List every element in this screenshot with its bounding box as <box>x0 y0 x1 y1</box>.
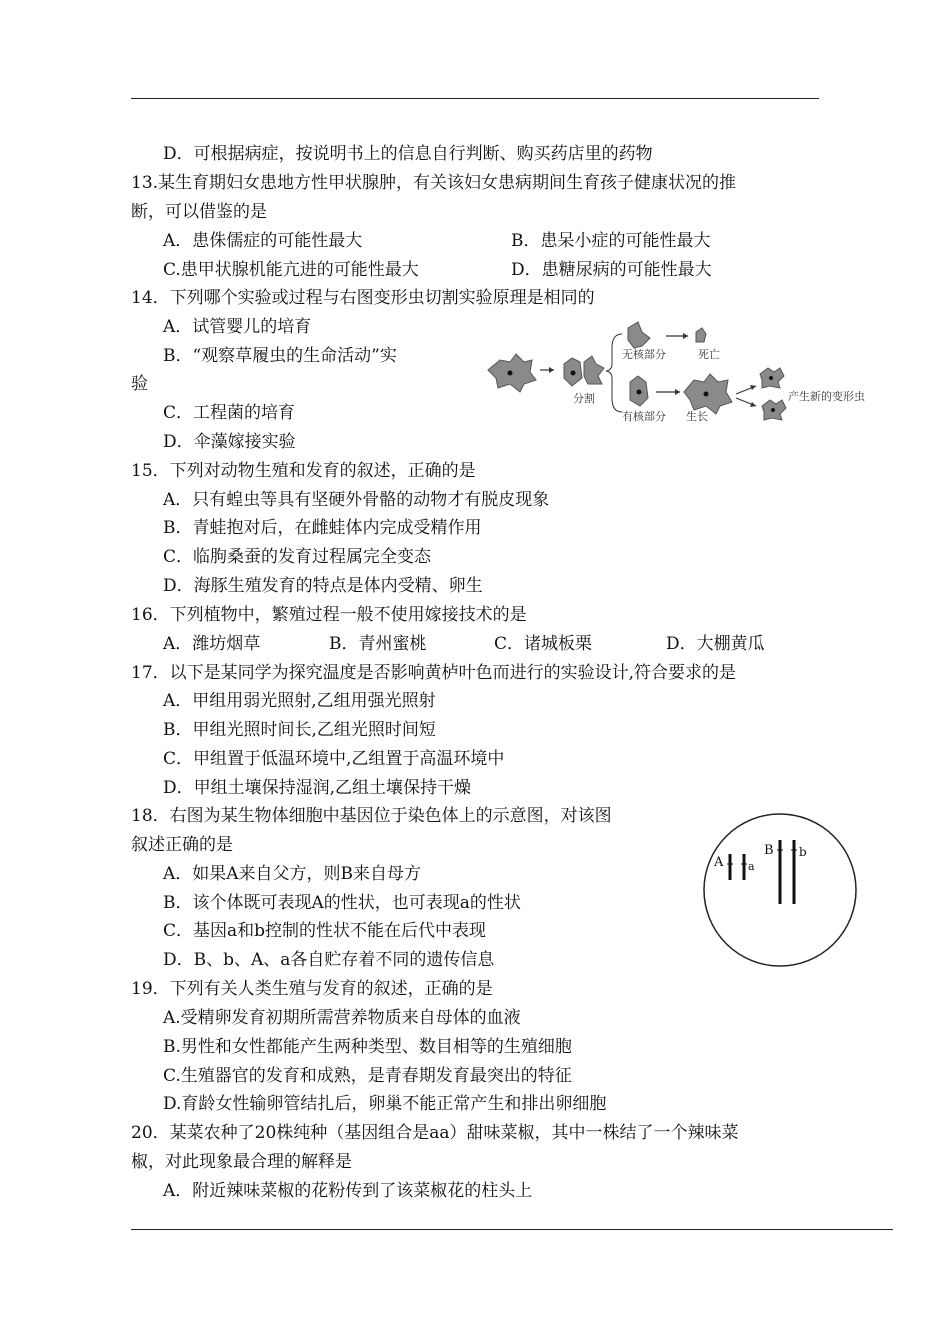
q14-option-a: A．试管婴儿的培育 <box>163 317 312 337</box>
amoeba-cut-right <box>584 356 604 384</box>
chromosome-cell-diagram <box>700 810 860 970</box>
q13-stem-line2: 断，可以借鉴的是 <box>131 202 267 222</box>
q18-option-d: D．B、b、A、a各自贮存着不同的遗传信息 <box>163 950 495 970</box>
q20-stem-line2: 椒，对此现象最合理的解释是 <box>131 1152 352 1172</box>
q18-stem-line2: 叙述正确的是 <box>131 835 233 855</box>
q13-stem-line1: 13.某生育期妇女患地方性甲状腺肿，有关该妇女患病期间生育孩子健康状况的推 <box>131 173 737 193</box>
q16-option-b: B．青州蜜桃 <box>329 634 427 654</box>
q18-stem-line1: 18．右图为某生物体细胞中基因位于染色体上的示意图，对该图 <box>131 806 612 826</box>
q19-option-a: A.受精卵发育初期所需营养物质来自母体的血液 <box>163 1008 521 1028</box>
q13-option-a: A．患侏儒症的可能性最大 <box>163 231 363 251</box>
q15-option-c: C．临朐桑蚕的发育过程属完全变态 <box>163 547 432 567</box>
q20-stem-line1: 20．某菜农种了20株纯种（基因组合是aa）甜味菜椒，其中一株结了一个辣味菜 <box>131 1123 739 1143</box>
label-cut: 分割 <box>573 392 595 405</box>
label-grow: 生长 <box>686 410 708 423</box>
q17-option-b: B．甲组光照时间长,乙组光照时间短 <box>163 720 436 740</box>
q15-option-d: D．海豚生殖发育的特点是体内受精、卵生 <box>163 576 483 596</box>
label-death: 死亡 <box>698 348 720 361</box>
q13-option-d: D．患糖尿病的可能性最大 <box>511 260 712 280</box>
q14-stem: 14．下列哪个实验或过程与右图变形虫切割实验原理是相同的 <box>131 288 595 308</box>
footer-rule <box>131 1229 893 1230</box>
q14-option-d: D．伞藻嫁接实验 <box>163 432 296 452</box>
q16-option-a: A．潍坊烟草 <box>163 634 261 654</box>
q13-option-b: B．患呆小症的可能性最大 <box>511 231 711 251</box>
q18-option-c: C．基因a和b控制的性状不能在后代中表现 <box>163 921 487 941</box>
q12-option-d: D．可根据病症，按说明书上的信息自行判断、购买药店里的药物 <box>163 144 653 164</box>
label-with-nucleus: 有核部分 <box>622 410 666 423</box>
label-no-nucleus: 无核部分 <box>622 348 666 361</box>
amoeba-no-nucleus-part <box>628 322 650 348</box>
q19-option-c: C.生殖器官的发育和成熟，是青春期发育最突出的特征 <box>163 1066 572 1086</box>
gene-b-label: b <box>799 845 807 859</box>
q17-option-a: A．甲组用弱光照射,乙组用强光照射 <box>163 691 436 711</box>
q15-stem: 15．下列对动物生殖和发育的叙述，正确的是 <box>131 461 476 481</box>
gene-A-label: A <box>714 855 724 870</box>
q16-option-c: C．诸城板栗 <box>494 634 593 654</box>
q14-option-b-line1: B．“观察草履虫的生命活动”实 <box>163 346 397 366</box>
q17-stem: 17．以下是某同学为探究温度是否影响黄栌叶色而进行的实验设计,符合要求的是 <box>131 663 737 683</box>
q15-option-b: B．青蛙抱对后，在雌蛙体内完成受精作用 <box>163 518 482 538</box>
q14-option-c: C．工程菌的培育 <box>163 403 296 423</box>
header-rule <box>131 98 819 99</box>
q20-option-a: A．附近辣味菜椒的花粉传到了该菜椒花的柱头上 <box>163 1181 533 1201</box>
q18-option-b: B．该个体既可表现A的性状，也可表现a的性状 <box>163 893 521 913</box>
q17-option-d: D．甲组土壤保持湿润,乙组土壤保持干燥 <box>163 778 472 798</box>
q17-option-c: C．甲组置于低温环境中,乙组置于高温环境中 <box>163 749 505 769</box>
q19-stem: 19．下列有关人类生殖与发育的叙述，正确的是 <box>131 979 493 999</box>
q16-option-d: D．大棚黄瓜 <box>666 634 765 654</box>
amoeba-cutting-diagram <box>480 318 890 428</box>
label-new-amoeba: 产生新的变形虫 <box>788 390 865 403</box>
q13-option-c: C.患甲状腺机能亢进的可能性最大 <box>163 260 419 280</box>
gene-B-label: B <box>764 843 774 858</box>
nucleus <box>508 371 513 376</box>
q16-stem: 16．下列植物中，繁殖过程一般不使用嫁接技术的是 <box>131 605 527 625</box>
q14-option-b-line2: 验 <box>131 374 148 394</box>
q19-option-d: D.育龄女性输卵管结扎后，卵巢不能正常产生和排出卵细胞 <box>163 1094 607 1114</box>
q19-option-b: B.男性和女性都能产生两种类型、数目相等的生殖细胞 <box>163 1037 572 1057</box>
q15-option-a: A．只有蝗虫等具有坚硬外骨骼的动物才有脱皮现象 <box>163 490 550 510</box>
gene-a-label: a <box>748 860 755 873</box>
q18-option-a: A．如果A来自父方，则B来自母方 <box>163 864 422 884</box>
amoeba-dead <box>696 328 706 342</box>
